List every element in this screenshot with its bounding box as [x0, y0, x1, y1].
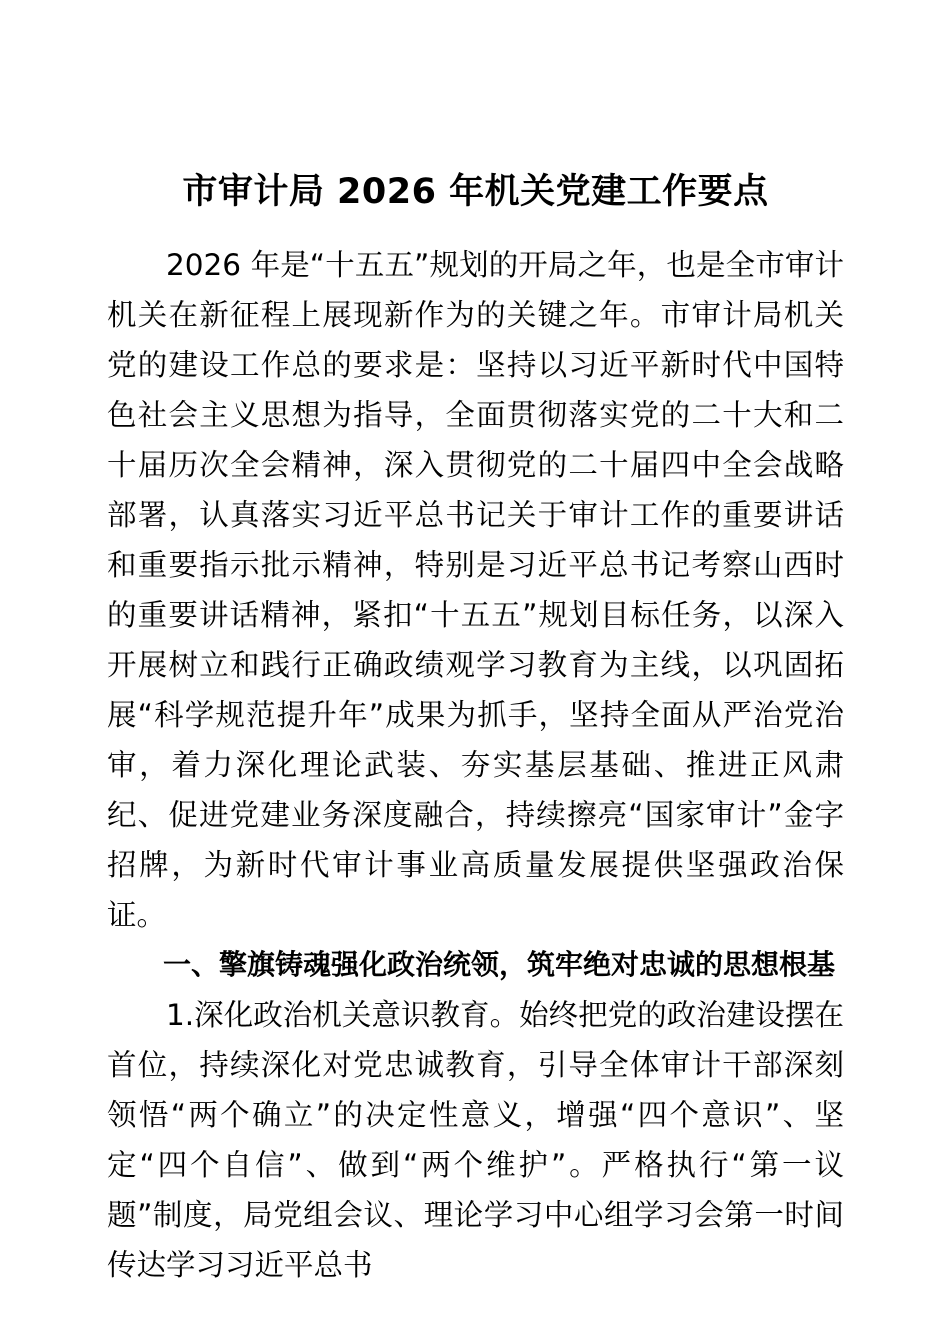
item-1-1-paragraph: 1.深化政治机关意识教育。始终把党的政治建设摆在首位，持续深化对党忠诚教育，引导全体审计干部深刻领悟“两个确立”的决定性意义，增强“四个意识”、坚定“四个自信”、做到“两个维护”。严格执行“第一议题”制度，局党组会议、理论学习中心组学习会第一时间传达学习习近平总书: [107, 998, 844, 1282]
document-content: [107, 168, 844, 1290]
page-title: 市审计局 2026 年机关党建工作要点: [182, 172, 769, 212]
intro-paragraph: 2026 年是“十五五”规划的开局之年，也是全市审计机关在新征程上展现新作为的关键之年。市审计局机关党的建设工作总的要求是：坚持以习近平新时代中国特色社会主义思想为指导，全面贯彻落实党的二十大和二十届历次全会精神，深入贯彻党的二十届四中全会战略部署，认真落实习近平总书记关于审计工作的重要讲话和重要指示批示精神，特别是习近平总书记考察山西时的重要讲话精神，紧扣“十五五”规划目标任务，以深入开展树立和践行正确政绩观学习教育为主线，以巩固拓展“科学规范提升年”成果为抓手，坚持全面从严治党治审，着力深化理论武装、夯实基层基础、推进正风肃纪、促进党建业务深度融合，持续擦亮“国家审计”金字招牌，为新时代审计事业高质量发展提供坚强政治保证。: [107, 248, 844, 932]
section-heading-1: 一、擎旗铸魂强化政治统领，筑牢绝对忠诚的思想根基: [163, 948, 836, 981]
